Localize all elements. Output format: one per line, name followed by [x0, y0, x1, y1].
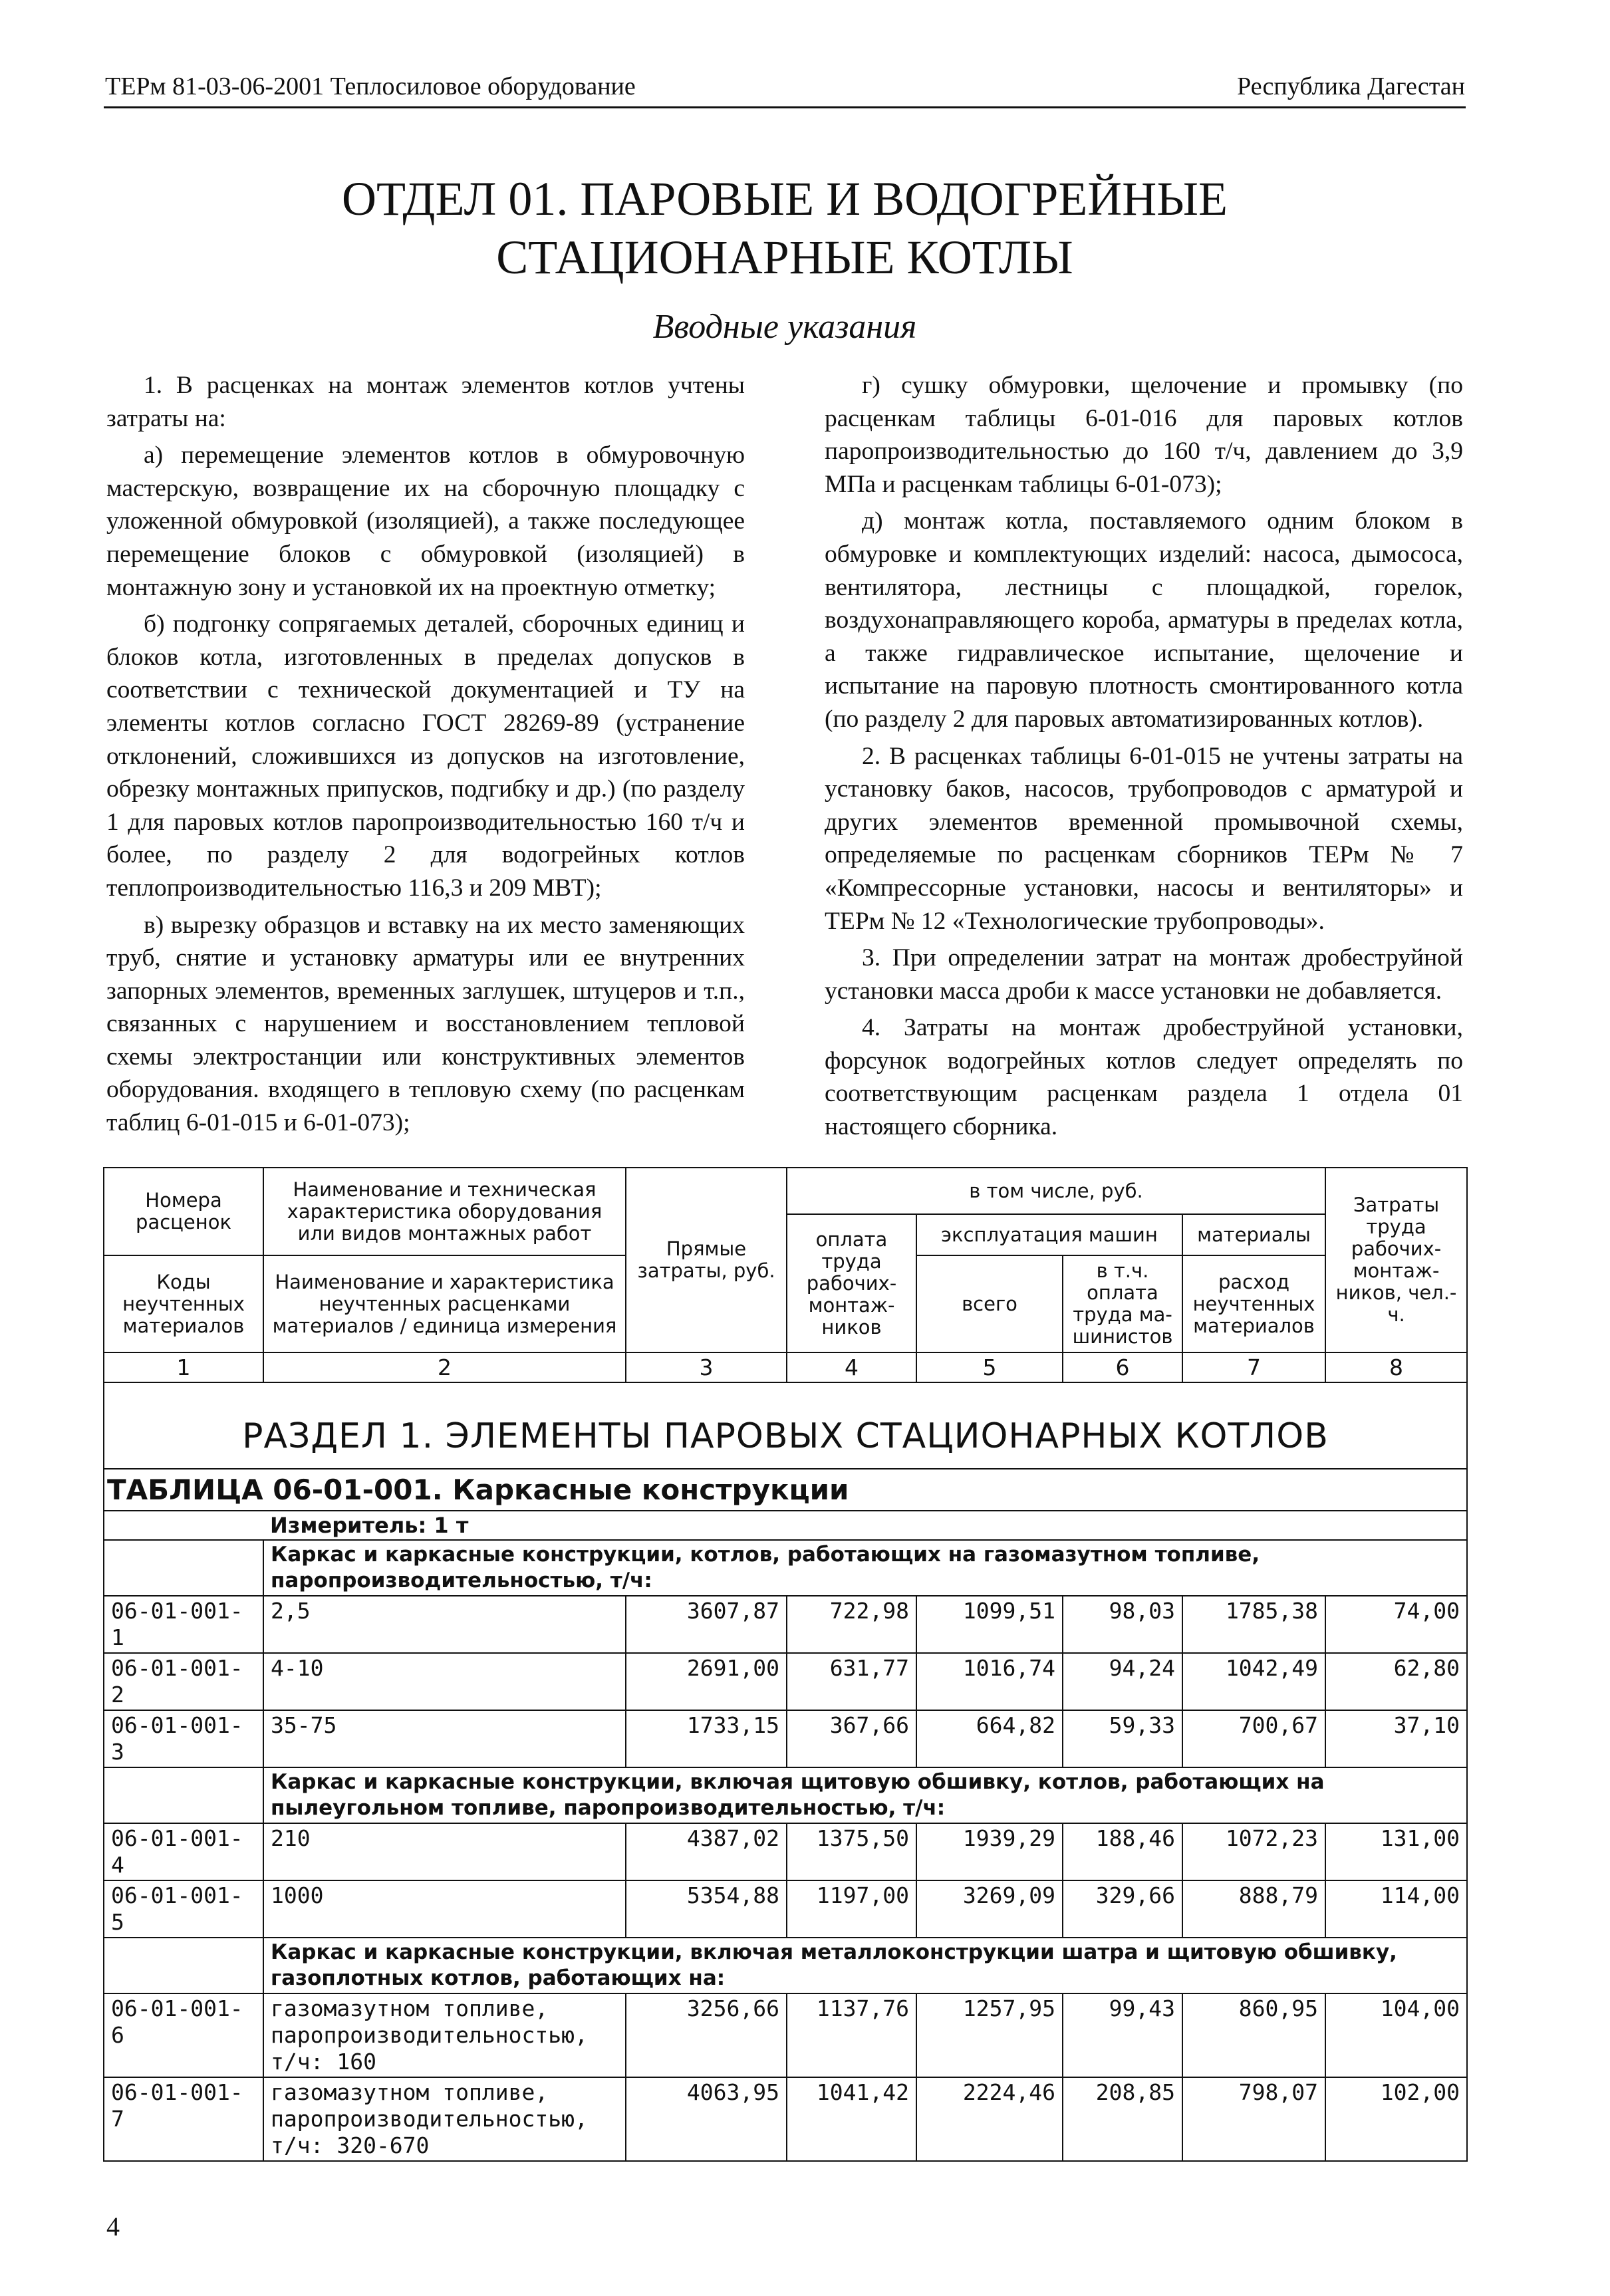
col-number: 3 [626, 1352, 787, 1382]
machines-total: 2224,46 [916, 2077, 1063, 2161]
rate-code: 06-01-001-1 [104, 1596, 263, 1653]
labor-hours: 62,80 [1325, 1653, 1467, 1710]
rate-name: газомазутном топливе, паропроизводительностью, т/ч: 320-670 [263, 2077, 626, 2161]
title-line-2: СТАЦИОНАРНЫЕ КОТЛЫ [496, 231, 1073, 284]
col-header-unaccounted-name: Наименование и характеристика неучтенных расценками материалов / единица измерения [263, 1255, 626, 1352]
paragraph: г) сушку обмуровки, щелочение и промывку (по расценкам таблицы 6-01-016 для паровых котлов паропроизводительностью до 160 т/ч, давлением до 3,9 МПа и расценкам таблицы 6-01-073); [825, 372, 1463, 498]
direct-costs: 1733,15 [626, 1710, 787, 1767]
machines-total: 1939,29 [916, 1823, 1063, 1880]
machines-total: 1257,95 [916, 1993, 1063, 2077]
direct-costs: 3256,66 [626, 1993, 787, 2077]
direct-costs: 4063,95 [626, 2077, 787, 2161]
col-number: 7 [1182, 1352, 1325, 1382]
col-header-machines-total: всего [916, 1255, 1063, 1352]
table-row [104, 1880, 1467, 1938]
rate-name: 2,5 [263, 1596, 626, 1653]
machinist-pay: 208,85 [1063, 2077, 1182, 2161]
labor-hours: 131,00 [1325, 1823, 1467, 1880]
paragraph: д) монтаж котла, поставляемого одним блоком в обмуровке и комплектующих изделий: насоса, дымососа, вентилятора, лестницы с площадкой, горелок, воздухонаправляющего короба, арматуры в пределах котла, а также гидравлическое испытание, щелочение и испытание на паровую плотность смонтированного котла (по разделу 2 для паровых автоматизированных котлов). [825, 507, 1463, 733]
paragraph: а) перемещение элементов котлов в обмуровочную мастерскую, возвращение их на сборочную площадку с уложенной обмуровкой (изоляцией), а также последующее перемещение блоков с обмуровкой (изоляцией) в монтажную зону и установкой их на проектную отметку; [106, 442, 745, 601]
machines-total: 1016,74 [916, 1653, 1063, 1710]
paragraph: 3. При определении затрат на монтаж дробеструйной установки масса дроби к массе установки не добавляется. [825, 944, 1463, 1005]
labor-hours: 104,00 [1325, 1993, 1467, 2077]
labor-hours: 74,00 [1325, 1596, 1467, 1653]
table-row [104, 1710, 1467, 1767]
col-header-name: Наименование и техническая характеристика оборудования или видов монтажных работ [263, 1168, 626, 1255]
machines-total: 1099,51 [916, 1596, 1063, 1653]
group-title: Каркас и каркасные конструкции, включая щитовую обшивку, котлов, работающих на пылеугольном топливе, паропроизводительностью, т/ч: [263, 1767, 1467, 1823]
paragraph: 1. В расценках на монтаж элементов котлов учтены затраты на: [106, 372, 745, 432]
rate-name: 4-10 [263, 1653, 626, 1710]
table-row [104, 1823, 1467, 1880]
rate-name: газомазутном топливе, паропроизводительностью, т/ч: 160 [263, 1993, 626, 2077]
labor-pay: 1041,42 [787, 2077, 916, 2161]
labor-pay: 1375,50 [787, 1823, 916, 1880]
col-header-including: в том числе, руб. [787, 1168, 1325, 1214]
table-row [104, 1993, 1467, 2077]
rate-code: 06-01-001-7 [104, 2077, 263, 2161]
col-number: 5 [916, 1352, 1063, 1382]
machines-total: 3269,09 [916, 1880, 1063, 1938]
labor-pay: 367,66 [787, 1710, 916, 1767]
machinist-pay: 94,24 [1063, 1653, 1182, 1710]
rate-name: 1000 [263, 1880, 626, 1938]
machinist-pay: 188,46 [1063, 1823, 1182, 1880]
col-header-materials: материалы [1182, 1214, 1325, 1255]
rate-name: 210 [263, 1823, 626, 1880]
table-row [104, 1596, 1467, 1653]
col-number: 6 [1063, 1352, 1182, 1382]
materials: 798,07 [1182, 2077, 1325, 2161]
col-number: 4 [787, 1352, 916, 1382]
right-text-column [825, 369, 1463, 1148]
materials: 1042,49 [1182, 1653, 1325, 1710]
col-header-labor-pay: оплата труда рабочих-монтаж-ников [787, 1214, 916, 1352]
paragraph: 4. Затраты на монтаж дробеструйной установки, форсунок водогрейных котлов следует определять по соответствующим расценкам раздела 1 отдела 01 настоящего сборника. [825, 1014, 1463, 1141]
machinist-pay: 59,33 [1063, 1710, 1182, 1767]
col-number: 1 [104, 1352, 263, 1382]
col-header-codes: Номера расценок [104, 1168, 263, 1255]
direct-costs: 4387,02 [626, 1823, 787, 1880]
col-number: 2 [263, 1352, 626, 1382]
col-header-material-use: расход неучтенных материалов [1182, 1255, 1325, 1352]
labor-hours: 102,00 [1325, 2077, 1467, 2161]
rate-name: 35-75 [263, 1710, 626, 1767]
materials: 1785,38 [1182, 1596, 1325, 1653]
title-line-1: ОТДЕЛ 01. ПАРОВЫЕ И ВОДОГРЕЙНЫЕ [341, 172, 1228, 225]
machinist-pay: 99,43 [1063, 1993, 1182, 2077]
col-header-machines: эксплуатация машин [916, 1214, 1182, 1255]
measure-unit: Измеритель: 1 т [263, 1511, 1467, 1540]
machinist-pay: 98,03 [1063, 1596, 1182, 1653]
labor-pay: 631,77 [787, 1653, 916, 1710]
running-header-right: Республика Дагестан [1237, 72, 1465, 100]
col-header-labor-hours: Затраты труда рабочих-монтаж-ников, чел.-ч. [1325, 1168, 1467, 1352]
table-row [104, 2077, 1467, 2161]
materials: 888,79 [1182, 1880, 1325, 1938]
group-title: Каркас и каркасные конструкции, котлов, работающих на газомазутном топливе, паропроизводительностью, т/ч: [263, 1540, 1467, 1596]
paragraph: б) подгонку сопрягаемых деталей, сборочных единиц и блоков котла, изготовленных в пределах допусков в соответствии с технической документацией и ТУ на элементы котлов согласно ГОСТ 28269-89 (устранение отклонений, сложившихся из допусков на изготовление, обрезку монтажных припусков, подгибку и др.) (по разделу 1 для паровых котлов паропроизводительностью 160 т/ч и более, по разделу 2 для водогрейных котлов теплопроизводительностью 116,3 и 209 МВТ); [106, 610, 745, 902]
left-text-column [106, 369, 745, 1144]
group-title: Каркас и каркасные конструкции, включая металлоконструкции шатра и щитовую обшивку, газоплотных котлов, работающих на: [263, 1938, 1467, 1993]
rate-code: 06-01-001-2 [104, 1653, 263, 1710]
machinist-pay: 329,66 [1063, 1880, 1182, 1938]
rate-code: 06-01-001-6 [104, 1993, 263, 2077]
labor-pay: 1197,00 [787, 1880, 916, 1938]
subtitle: Вводные указания [652, 308, 917, 346]
rate-code: 06-01-001-5 [104, 1880, 263, 1938]
paragraph: в) вырезку образцов и вставку на их место заменяющих труб, снятие и установку арматуры или ее внутренних запорных элементов, временных заглушек, штуцеров и т.п., связанных с нарушением и восстановлением тепловой схемы электростанции или конструктивных элементов оборудования. входящего в тепловую схему (по расценкам таблиц 6-01-015 и 6-01-073); [106, 911, 745, 1137]
col-header-machinist-pay: в т.ч. оплата труда ма-шинистов [1063, 1255, 1182, 1352]
materials: 700,67 [1182, 1710, 1325, 1767]
direct-costs: 2691,00 [626, 1653, 787, 1710]
page-number: 4 [106, 2212, 120, 2241]
page-title [104, 170, 1466, 287]
labor-hours: 37,10 [1325, 1710, 1467, 1767]
table-row [104, 1653, 1467, 1710]
col-header-unaccounted-codes: Коды неучтенных материалов [104, 1255, 263, 1352]
labor-pay: 1137,76 [787, 1993, 916, 2077]
col-header-direct-costs: Прямые затраты, руб. [626, 1168, 787, 1352]
section-title: РАЗДЕЛ 1. ЭЛЕМЕНТЫ ПАРОВЫХ СТАЦИОНАРНЫХ КОТЛОВ [104, 1382, 1467, 1469]
paragraph: 2. В расценках таблицы 6-01-015 не учтены затраты на установку баков, насосов, трубопроводов с арматурой и других элементов временной промывочной схемы, определяемые по расценкам сборников ТЕРм № 7 «Компрессорные установки, насосы и вентиляторы» и ТЕРм № 12 «Технологические трубопроводы». [825, 742, 1463, 935]
direct-costs: 3607,87 [626, 1596, 787, 1653]
running-header-left: ТЕРм 81-03-06-2001 Теплосиловое оборудование [105, 72, 636, 100]
rate-code: 06-01-001-4 [104, 1823, 263, 1880]
price-table [103, 1167, 1466, 2162]
rate-code: 06-01-001-3 [104, 1710, 263, 1767]
header-rule [104, 106, 1466, 108]
direct-costs: 5354,88 [626, 1880, 787, 1938]
materials: 1072,23 [1182, 1823, 1325, 1880]
labor-pay: 722,98 [787, 1596, 916, 1653]
machines-total: 664,82 [916, 1710, 1063, 1767]
table-title: ТАБЛИЦА 06-01-001. Каркасные конструкции [104, 1469, 1467, 1511]
col-number: 8 [1325, 1352, 1467, 1382]
labor-hours: 114,00 [1325, 1880, 1467, 1938]
materials: 860,95 [1182, 1993, 1325, 2077]
